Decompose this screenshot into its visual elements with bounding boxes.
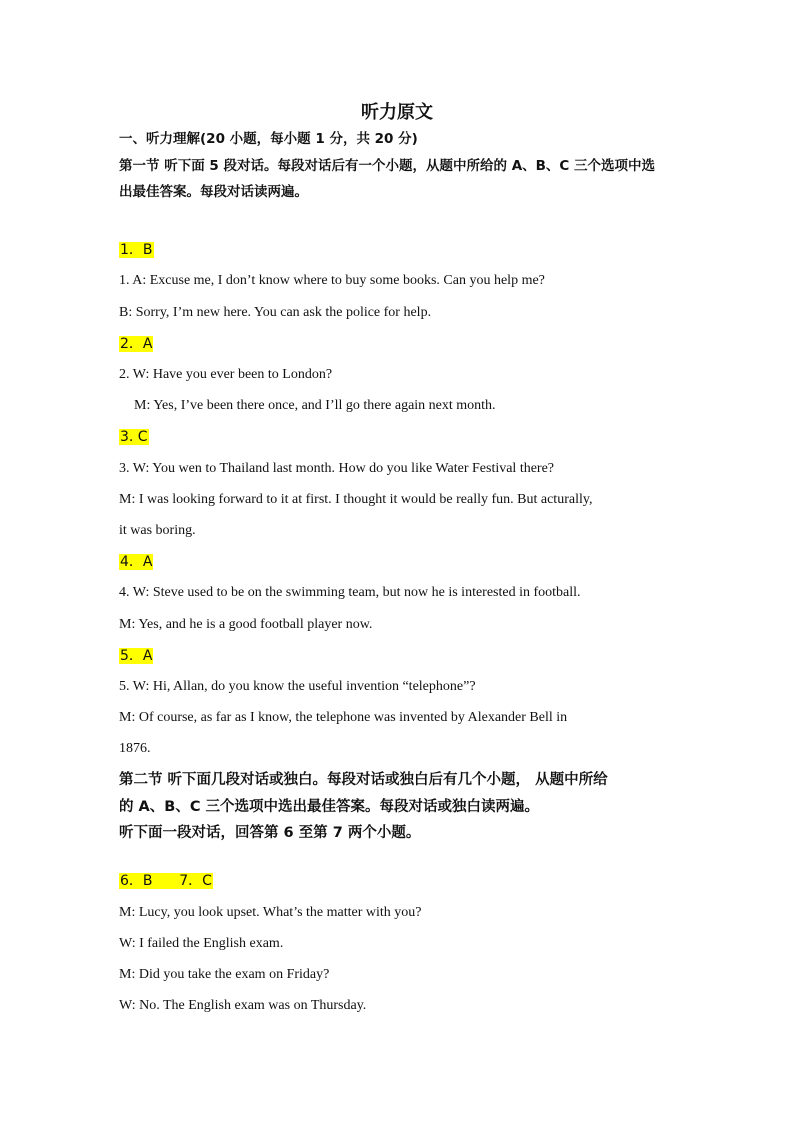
answer-highlight: 3. C bbox=[120, 429, 148, 445]
answer-3 bbox=[119, 428, 149, 447]
page-title: 听力原文 bbox=[361, 102, 433, 123]
dialog1-line-a: 1. A: Excuse me, I don’t know where to buy some books. Can you help me? bbox=[119, 273, 545, 288]
answer-1 bbox=[119, 241, 154, 260]
dialog6-line1: M: Lucy, you look upset. What’s the matter with you? bbox=[119, 905, 422, 920]
section2-instruction-line3: 听下面一段对话，回答第 6 至第 7 两个小题。 bbox=[119, 825, 421, 841]
answer-highlight: 5．A bbox=[120, 648, 153, 664]
dialog3-line-m2: it was boring. bbox=[119, 523, 196, 538]
dialog5-line-w: 5. W: Hi, Allan, do you know the useful invention “telephone”? bbox=[119, 679, 476, 694]
dialog6-line4: W: No. The English exam was on Thursday. bbox=[119, 998, 367, 1013]
dialog2-line-w: 2. W: Have you ever been to London? bbox=[119, 367, 333, 382]
dialog4-line-m: M: Yes, and he is a good football player now. bbox=[119, 617, 373, 632]
dialog2-line-m: M: Yes, I’ve been there once, and I’ll go there again next month. bbox=[134, 398, 496, 413]
dialog1-line-b: B: Sorry, I’m new here. You can ask the police for help. bbox=[119, 305, 432, 320]
dialog5-line-m2: 1876. bbox=[119, 741, 151, 756]
section1-instruction-line2: 出最佳答案。每段对话读两遍。 bbox=[119, 184, 308, 200]
answer-highlight: 2．A bbox=[120, 336, 153, 352]
dialog5-line-m1: M: Of course, as far as I know, the telephone was invented by Alexander Bell in bbox=[119, 710, 568, 725]
dialog6-line2: W: I failed the English exam. bbox=[119, 936, 284, 951]
part1-heading: 一、听力理解(20 小题，每小题 1 分，共 20 分) bbox=[119, 131, 418, 147]
answer-6-7 bbox=[119, 872, 213, 891]
section1-instruction-line1: 第一节 听下面 5 段对话。每段对话后有一个小题，从题中所给的 A、B、C 三个选项中选 bbox=[119, 158, 656, 174]
answer-4 bbox=[119, 553, 153, 572]
dialog3-line-w: 3. W: You wen to Thailand last month. How do you like Water Festival there? bbox=[119, 461, 555, 476]
dialog4-line-w: 4. W: Steve used to be on the swimming team, but now he is interested in football. bbox=[119, 585, 581, 600]
answer-highlight: 1．B bbox=[120, 242, 153, 258]
dialog3-line-m1: M: I was looking forward to it at first. I thought it would be really fun. But acturally, bbox=[119, 492, 593, 507]
answer-2 bbox=[119, 335, 153, 354]
answer-5 bbox=[119, 647, 153, 666]
section2-instruction-line2: 的 A、B、C 三个选项中选出最佳答案。每段对话或独白读两遍。 bbox=[119, 799, 540, 815]
dialog6-line3: M: Did you take the exam on Friday? bbox=[119, 967, 330, 982]
answer-highlight: 4．A bbox=[120, 554, 153, 570]
answer-highlight: 6．B 7．C bbox=[120, 873, 212, 889]
section2-instruction-line1: 第二节 听下面几段对话或独白。每段对话或独白后有几个小题， 从题中所给 bbox=[119, 772, 608, 788]
